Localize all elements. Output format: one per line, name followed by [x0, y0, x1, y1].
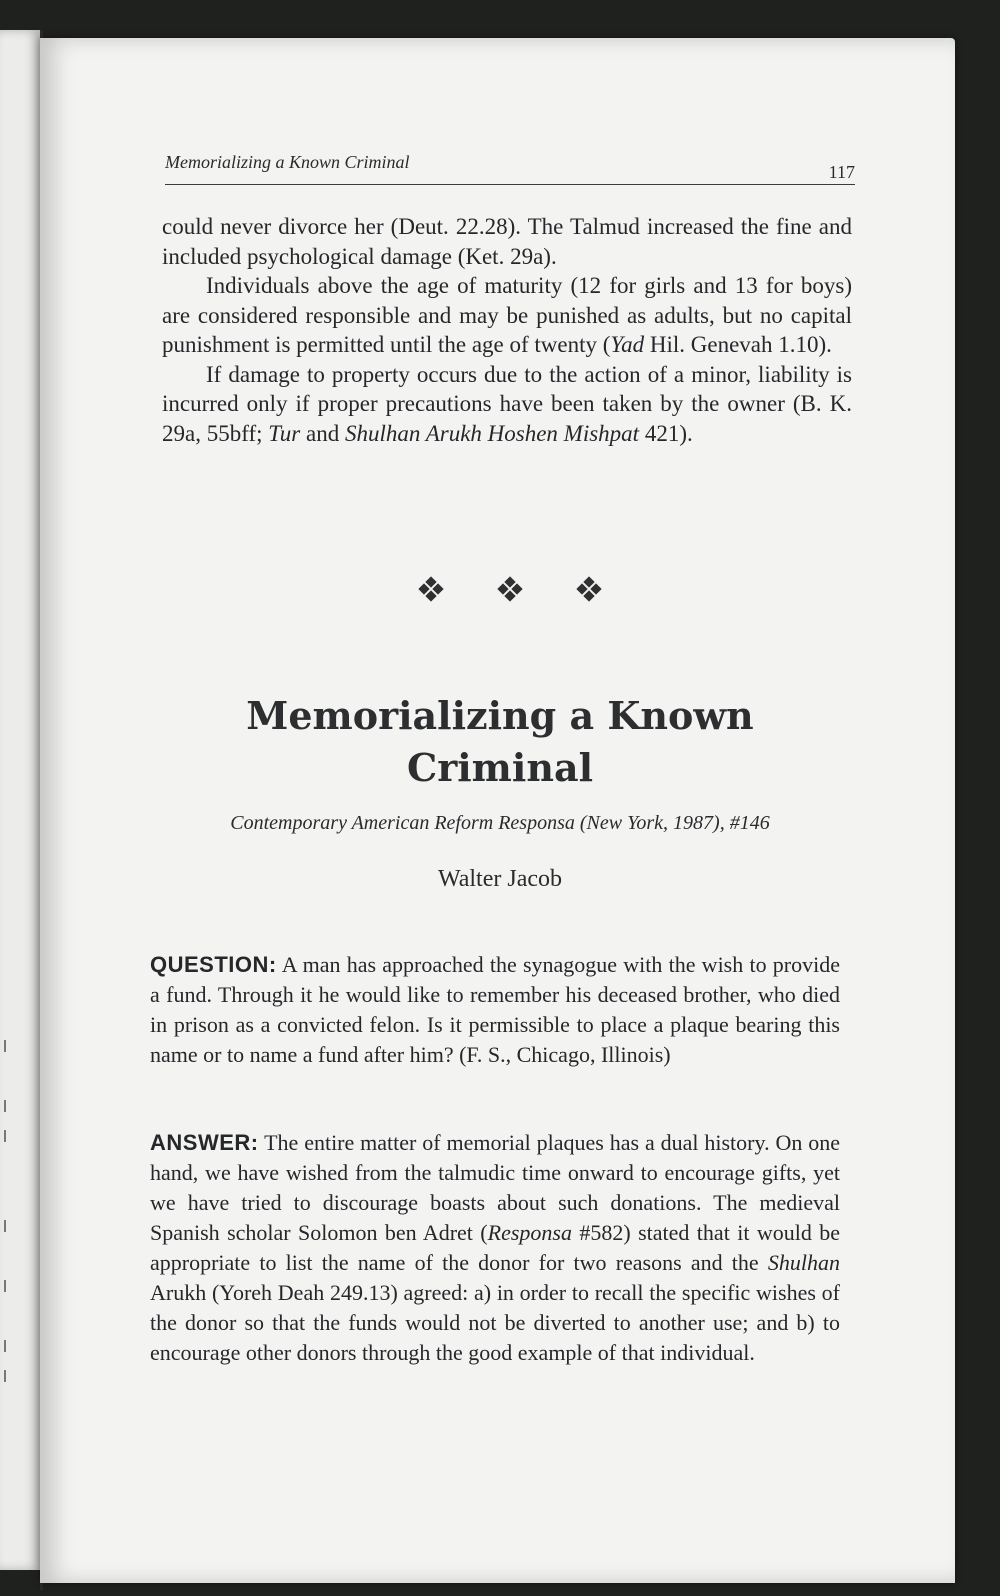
answer-text: The entire matter of memorial plaques has a dual history. On one hand, we have wished from the talmudic time onward to encourage gifts, yet we have tried to discourage boasts about such donations. The medieval Spanish scholar Solomon ben Adret (	[150, 1130, 840, 1245]
facing-page-mark	[4, 1100, 12, 1112]
facing-page-mark	[4, 1040, 12, 1052]
running-header	[165, 148, 855, 185]
continued-text	[162, 212, 852, 448]
facing-page-mark	[4, 1370, 12, 1382]
diamond-ornament-icon	[420, 578, 442, 600]
italic-citation: Yad	[610, 332, 645, 357]
paragraph-text: and	[300, 420, 345, 446]
answer-label: ANSWER:	[150, 1130, 259, 1155]
paragraph-text: could never divorce her (Deut. 22.28). The Talmud increased the fine and included psychological damage (Ket. 29a).	[162, 214, 852, 269]
diamond-ornament-icon	[499, 578, 521, 600]
question-text: A man has approached the synagogue with the wish to provide a fund. Through it he would like to remember his deceased brother, who died in prison as a convicted felon. Is it permissible to place a plaque bearing this name or to name a fund after him? (F. S., Chicago, Illinois)	[150, 952, 840, 1067]
question-label: QUESTION:	[150, 952, 277, 977]
paragraph-text: Individuals above the age of maturity (12 for girls and 13 for boys) are considered responsible and may be punished as adults, but no capital punishment is permitted until the age of twenty (	[162, 273, 852, 357]
facing-page-mark	[4, 1220, 12, 1232]
italic-citation: Tur	[268, 420, 301, 446]
facing-page-mark	[4, 1130, 12, 1142]
paragraph	[162, 271, 852, 360]
diamond-ornament-icon	[578, 578, 600, 600]
paragraph-text: If damage to property occurs due to the action of a minor, liability is incurred only if proper precautions have been taken by the owner (B. K. 29a, 55bff;	[162, 361, 852, 446]
question-paragraph	[150, 950, 840, 1070]
question-section	[150, 950, 840, 1070]
italic-citation: Shulhan	[767, 1250, 840, 1275]
running-title: Memorializing a Known Criminal	[165, 152, 410, 172]
article-source: Contemporary American Reform Responsa (New York, 1987), #146	[230, 812, 770, 834]
paragraph	[162, 212, 852, 271]
article-author: Walter Jacob	[437, 866, 562, 892]
answer-paragraph	[150, 1128, 840, 1368]
paragraph-text: 421).	[639, 420, 693, 446]
facing-page-edge	[0, 30, 40, 1570]
article-title: Memorializing a Known Criminal	[246, 693, 754, 790]
answer-text: #582) stated that it would be appropriate to list the name of the donor for two reasons and the	[150, 1220, 840, 1275]
facing-page-mark	[4, 1280, 12, 1292]
paragraph	[162, 360, 852, 449]
section-divider	[420, 578, 600, 600]
italic-citation: Shulhan Arukh Hoshen Mishpat	[344, 420, 640, 446]
answer-text: Arukh (Yoreh Deah 249.13) agreed: a) in order to recall the specific wishes of the donor so that the funds would not be diverted to another use; and b) to encourage other donors through the good example of that individual.	[150, 1280, 840, 1365]
italic-citation: Responsa	[487, 1220, 572, 1245]
paragraph-text: Hil. Genevah 1.10).	[644, 332, 832, 357]
answer-section	[150, 1128, 840, 1368]
facing-page-mark	[4, 1340, 12, 1352]
page-number: 117	[828, 162, 855, 182]
